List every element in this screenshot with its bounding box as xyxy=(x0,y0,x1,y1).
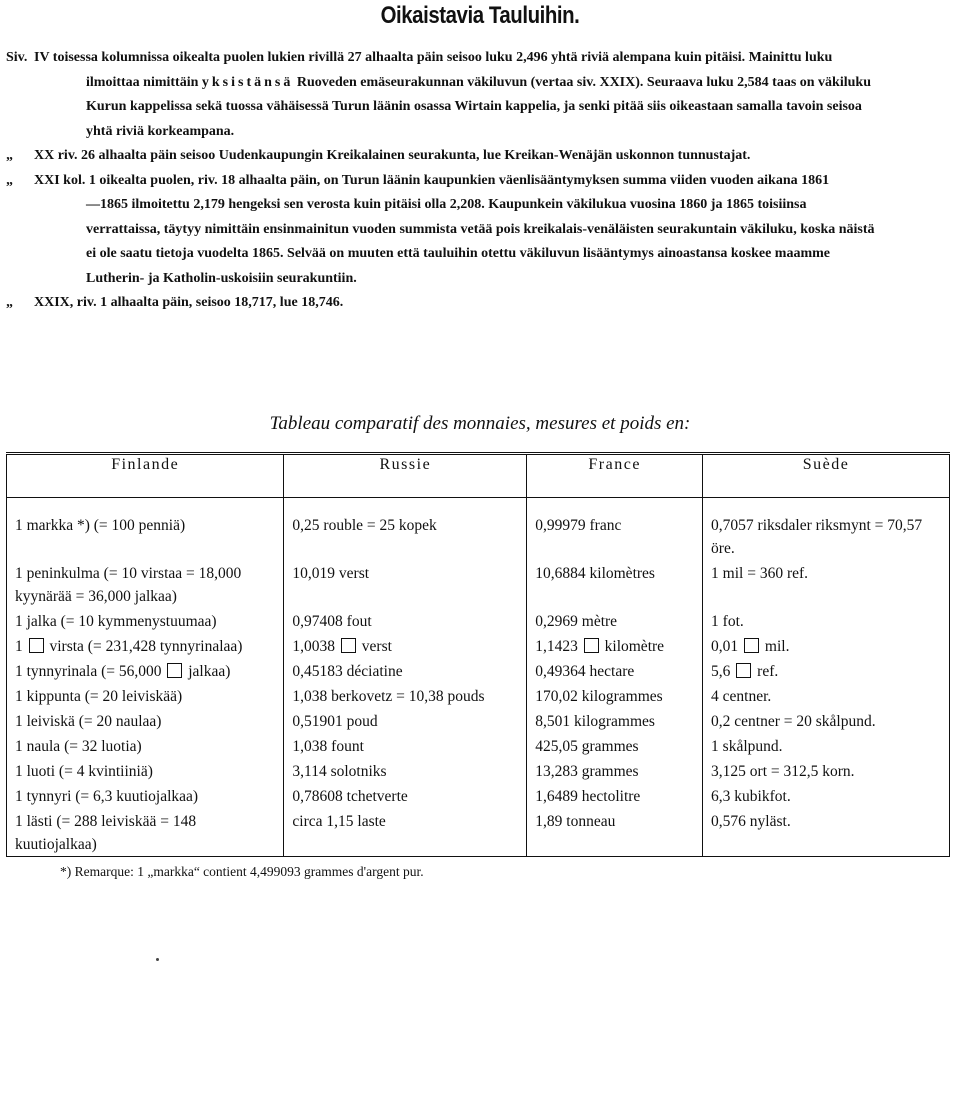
errata-row xyxy=(6,193,956,218)
russie-cell: 10,019 verst xyxy=(284,560,527,608)
errata-text: verrattaissa, täytyy nimittäin ensinmainitun vuoden summista vetää pois kreikalais-venäläisten seurakuntain väkiluku, koska näistä xyxy=(86,221,875,237)
errata-block xyxy=(6,46,956,316)
finlande-cell: 1 jalka (= 10 kymmenystuumaa) xyxy=(7,608,284,633)
table-row xyxy=(7,633,950,658)
errata-text: XXI kol. 1 oikealta puolen, riv. 18 alhaalta päin, on Turun läänin kaupunkien väenlisääntymyksen summa viiden vuoden aikana 1861 xyxy=(34,172,830,188)
table-row xyxy=(7,708,950,733)
errata-label: „ xyxy=(6,148,13,163)
speck xyxy=(156,958,159,961)
finlande-cell: 1 peninkulma (= 10 virstaa = 18,000 kyynärää = 36,000 jalkaa) xyxy=(7,560,284,608)
finlande-cell: 1 tynnyrinala (= 56,000 jalkaa) xyxy=(7,658,284,683)
table-row xyxy=(7,758,950,783)
errata-text-spaced: yksistänsä xyxy=(201,74,294,90)
france-cell: 10,6884 kilomètres xyxy=(527,560,703,608)
square-unit-icon xyxy=(584,638,599,653)
errata-label: „ xyxy=(6,172,13,188)
suede-cell: 0,7057 riksdaler riksmynt = 70,57 öre. xyxy=(703,512,950,560)
table-row xyxy=(7,512,950,560)
table-row xyxy=(7,683,950,708)
comparison-table xyxy=(6,452,950,857)
errata-row xyxy=(6,71,956,96)
russie-cell: 1,0038 verst xyxy=(284,633,527,658)
suede-cell: 1 skålpund. xyxy=(703,733,950,758)
errata-text: ei ole saatu tietoja vuodelta 1865. Selvää on muuten että tauluihin otettu väkiluvun lisääntymys ainoastansa koskee maamme xyxy=(86,246,830,261)
header-finlande: Finlande xyxy=(7,454,284,498)
errata-label: „ xyxy=(6,295,13,310)
errata-row xyxy=(6,291,956,316)
errata-text: —1865 ilmoitettu 2,179 hengeksi sen verosta kuin pitäisi olla 2,208. Kaupunkein väkilukua vuosina 1860 ja 1865 toisiinsa xyxy=(86,197,807,212)
errata-row xyxy=(6,144,956,169)
suede-cell: 1 fot. xyxy=(703,608,950,633)
table-row xyxy=(7,733,950,758)
russie-cell: 0,51901 poud xyxy=(284,708,527,733)
suede-cell: 6,3 kubikfot. xyxy=(703,783,950,808)
russie-cell: 0,97408 fout xyxy=(284,608,527,633)
suede-cell: 3,125 ort = 312,5 korn. xyxy=(703,758,950,783)
errata-text: XX riv. 26 alhaalta päin seisoo Uudenkaupungin Kreikalainen seurakunta, lue Kreikan-Wenäjän uskonnon tunnustajat. xyxy=(34,148,751,163)
finlande-cell: 1 luoti (= 4 kvintiiniä) xyxy=(7,758,284,783)
france-cell: 0,49364 hectare xyxy=(527,658,703,683)
france-cell: 1,6489 hectolitre xyxy=(527,783,703,808)
square-unit-icon xyxy=(29,638,44,653)
france-cell: 0,2969 mètre xyxy=(527,608,703,633)
finlande-cell: 1 markka *) (= 100 penniä) xyxy=(7,512,284,560)
header-suede: Suède xyxy=(703,454,950,498)
errata-text: Kurun kappelissa sekä tuossa vähäisessä Turun läänin osassa Wirtain kappelia, ja senki pitää siis oikeastaan samalla tavoin seisoa xyxy=(86,99,862,114)
finlande-cell: 1 tynnyri (= 6,3 kuutiojalkaa) xyxy=(7,783,284,808)
suede-cell: 1 mil = 360 ref. xyxy=(703,560,950,608)
table-body xyxy=(7,498,950,857)
header-france: France xyxy=(527,454,703,498)
finlande-cell: 1 naula (= 32 luotia) xyxy=(7,733,284,758)
russie-cell: 0,78608 tchetverte xyxy=(284,783,527,808)
suede-cell: 5,6 ref. xyxy=(703,658,950,683)
errata-row xyxy=(6,242,956,267)
france-cell: 0,99979 franc xyxy=(527,512,703,560)
finlande-cell: 1 lästi (= 288 leiviskää = 148 kuutiojalkaa) xyxy=(7,808,284,857)
suede-cell: 0,2 centner = 20 skålpund. xyxy=(703,708,950,733)
header-russie: Russie xyxy=(284,454,527,498)
france-cell: 1,89 tonneau xyxy=(527,808,703,857)
france-cell: 1,1423 kilomètre xyxy=(527,633,703,658)
table-row xyxy=(7,560,950,608)
russie-cell: 1,038 berkovetz = 10,38 pouds xyxy=(284,683,527,708)
page-title: Oikaistavia Tauluihin. xyxy=(380,2,580,29)
suede-cell: 0,01 mil. xyxy=(703,633,950,658)
table-header-row xyxy=(7,454,950,498)
suede-cell: 0,576 nyläst. xyxy=(703,808,950,857)
france-cell: 13,283 grammes xyxy=(527,758,703,783)
russie-cell: 0,25 rouble = 25 kopek xyxy=(284,512,527,560)
russie-cell: 0,45183 déciatine xyxy=(284,658,527,683)
russie-cell: 1,038 fount xyxy=(284,733,527,758)
france-cell: 425,05 grammes xyxy=(527,733,703,758)
table-row xyxy=(7,783,950,808)
errata-text: Lutherin- ja Katholin-uskoisiin seurakuntiin. xyxy=(86,270,357,286)
errata-text: Ruoveden emäseurakunnan väkiluvun (vertaa siv. XXIX). Seuraava luku 2,584 taas on väkiluku xyxy=(293,74,871,90)
suede-cell: 4 centner. xyxy=(703,683,950,708)
errata-row xyxy=(6,46,956,71)
table-row xyxy=(7,658,950,683)
errata-text: XXIX, riv. 1 alhaalta päin, seisoo 18,717, lue 18,746. xyxy=(34,295,344,310)
table-row xyxy=(7,808,950,857)
errata-row xyxy=(6,120,956,145)
errata-row xyxy=(6,218,956,243)
france-cell: 170,02 kilogrammes xyxy=(527,683,703,708)
russie-cell: circa 1,15 laste xyxy=(284,808,527,857)
errata-row xyxy=(6,267,956,292)
russie-cell: 3,114 solotniks xyxy=(284,758,527,783)
errata-text: yhtä riviä korkeampana. xyxy=(86,123,235,139)
errata-row xyxy=(6,95,956,120)
square-unit-icon xyxy=(744,638,759,653)
errata-text: ilmoittaa nimittäin xyxy=(86,74,202,90)
errata-text: IV toisessa kolumnissa oikealta puolen lukien rivillä 27 alhaalta päin seisoo luku 2,496 yhtä riviä alempana kuin pitäisi. Mainittu luku xyxy=(34,50,833,65)
errata-row xyxy=(6,169,956,194)
finlande-cell: 1 kippunta (= 20 leiviskää) xyxy=(7,683,284,708)
square-unit-icon xyxy=(167,663,182,678)
footnote: *) Remarque: 1 „markka“ contient 4,499093 grammes d'argent pur. xyxy=(60,864,424,879)
finlande-cell: 1 leiviskä (= 20 naulaa) xyxy=(7,708,284,733)
square-unit-icon xyxy=(736,663,751,678)
table-row xyxy=(7,608,950,633)
finlande-cell: 1 virsta (= 231,428 tynnyrinalaa) xyxy=(7,633,284,658)
france-cell: 8,501 kilogrammes xyxy=(527,708,703,733)
square-unit-icon xyxy=(341,638,356,653)
table-subtitle: Tableau comparatif des monnaies, mesures et poids en: xyxy=(269,413,691,434)
errata-label: Siv. xyxy=(6,50,28,65)
